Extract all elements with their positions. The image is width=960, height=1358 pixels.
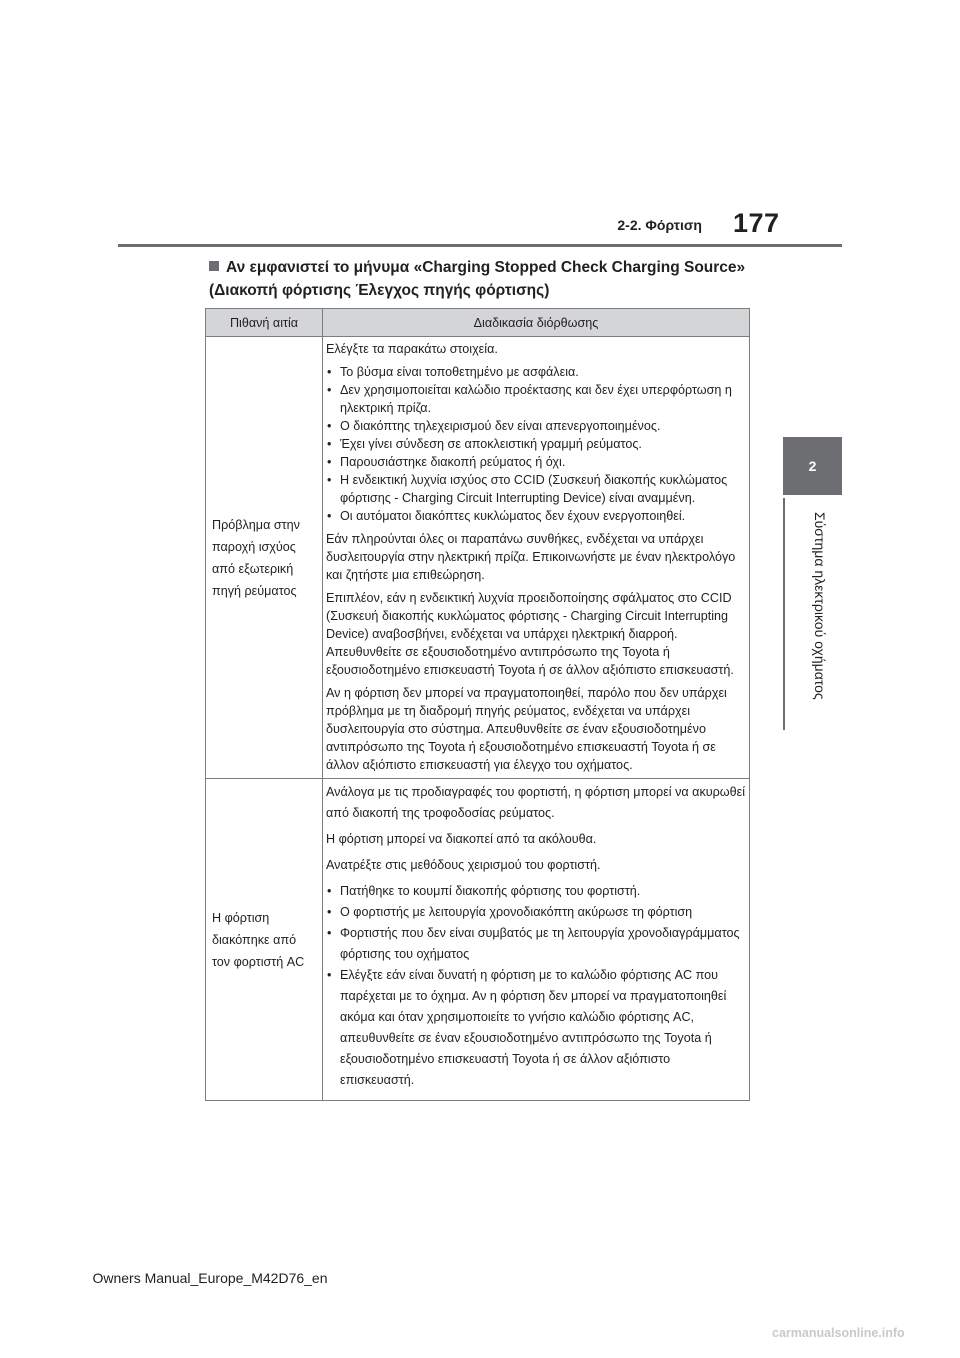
cause-cell: Πρόβλημα στην παροχή ισχύος από εξωτερική πηγή ρεύματος (206, 337, 323, 779)
square-bullet-icon (209, 261, 219, 271)
chapter-rule (783, 498, 785, 730)
column-header-cause: Πιθανή αιτία (206, 309, 323, 337)
list-item: • Ο διακόπτης τηλεχειρισμού δεν είναι απενεργοποιημένος. (326, 417, 746, 435)
chapter-title: Σύστημα ηλεκτρικού οχήματος (812, 512, 828, 700)
section-heading (209, 256, 769, 302)
list-item: • Έχει γίνει σύνδεση σε αποκλειστική γραμμή ρεύματος. (326, 435, 746, 453)
chapter-number: 2 (808, 458, 817, 474)
column-header-procedure: Διαδικασία διόρθωσης (323, 309, 750, 337)
watermark: carmanualsonline.info (772, 1326, 905, 1340)
procedure-cell (323, 337, 750, 779)
footer-manual-id: Owners Manual_Europe_M42D76_en (92, 1270, 328, 1286)
procedure-paragraph: Η φόρτιση μπορεί να διακοπεί από τα ακόλουθα. (326, 832, 597, 846)
list-item: • Το βύσμα είναι τοποθετημένο με ασφάλεια. (326, 363, 746, 381)
list-item: • Οι αυτόματοι διακόπτες κυκλώματος δεν έχουν ενεργοποιηθεί. (326, 507, 746, 525)
list-item: • Παρουσιάστηκε διακοπή ρεύματος ή όχι. (326, 453, 746, 471)
section-header: 2-2. Φόρτιση (617, 217, 702, 233)
check-list (326, 363, 746, 525)
list-item: • Φορτιστής που δεν είναι συμβατός με τη λειτουργία χρονοδιαγράμματος φόρτισης του οχήματος (326, 923, 746, 965)
procedure-paragraph: Επιπλέον, εάν η ενδεικτική λυχνία προειδοποίησης σφάλματος στο CCID (Συσκευή διακοπής κυκλώματος φόρτισης - Charging Circuit Interrupting Device) αναβοσβήνει, ενδέχεται να υπάρχει ηλεκτρική διαρροή. Απευθυνθείτε σε εξουσιοδοτημένο αντιπρόσωπο της Toyota ή εξουσιοδοτημένο επισκευαστή Toyota ή σε άλλον αξιόπιστο επισκευαστή. (326, 591, 734, 677)
check-list (326, 881, 746, 1091)
procedure-paragraph: Ανατρέξτε στις μεθόδους χειρισμού του φορτιστή. (326, 858, 601, 872)
list-item: • Ελέγξτε εάν είναι δυνατή η φόρτιση με το καλώδιο φόρτισης AC που παρέχεται με το όχημα. Αν η φόρτιση δεν μπορεί να πραγματοποιηθεί ακόμα και όταν χρησιμοποιείτε το γνήσιο καλώδιο φόρτισης AC, απευθυνθείτε σε έναν εξουσιοδοτημένο αντιπρόσωπο της Toyota ή εξουσιοδοτημένο επισκευαστή Toyota ή σε άλλον αξιόπιστο επισκευαστή. (326, 965, 746, 1091)
cause-cell: Η φόρτιση διακόπηκε από τον φορτιστή AC (206, 779, 323, 1101)
troubleshooting-table (205, 308, 750, 1101)
page-number: 177 (733, 208, 780, 238)
chapter-tab (783, 437, 842, 495)
list-item: • Η ενδεικτική λυχνία ισχύος στο CCID (Συσκευή διακοπής κυκλώματος φόρτισης - Charging Circuit Interrupting Device) είναι αναμμένη. (326, 471, 746, 507)
list-item: • Δεν χρησιμοποιείται καλώδιο προέκτασης και δεν έχει υπερφόρτωση η ηλεκτρική πρίζα. (326, 381, 746, 417)
table-row (206, 337, 750, 779)
section-heading-text: Αν εμφανιστεί το μήνυμα «Charging Stopped Check Charging Source» (Διακοπή φόρτισης Έλεγχος πηγής φόρτισης) (209, 259, 746, 299)
procedure-paragraph: Αν η φόρτιση δεν μπορεί να πραγματοποιηθεί, παρόλο που δεν υπάρχει πρόβλημα με τη διαδρομή πηγής ρεύματος, ενδέχεται να υπάρχει δυσλειτουργία στο σύστημα. Απευθυνθείτε σε έναν εξουσιοδοτημένο αντιπρόσωπο της Toyota ή εξουσιοδοτημένο επισκευαστή Toyota ή σε άλλον αξιόπιστο επισκευαστή για έλεγχο του οχήματος. (326, 686, 727, 772)
procedure-intro: Ελέγξτε τα παρακάτω στοιχεία. (326, 342, 498, 356)
procedure-cell (323, 779, 750, 1101)
procedure-paragraph: Ανάλογα με τις προδιαγραφές του φορτιστή, η φόρτιση μπορεί να ακυρωθεί από διακοπή της τροφοδοσίας ρεύματος. (326, 785, 746, 820)
table-header-row (206, 309, 750, 337)
list-item: • Ο φορτιστής με λειτουργία χρονοδιακόπτη ακύρωσε τη φόρτιση (326, 902, 746, 923)
list-item: • Πατήθηκε το κουμπί διακοπής φόρτισης του φορτιστή. (326, 881, 746, 902)
header-rule (118, 244, 842, 247)
procedure-paragraph: Εάν πληρούνται όλες οι παραπάνω συνθήκες, ενδέχεται να υπάρχει δυσλειτουργία στην ηλεκτρική πρίζα. Επικοινωνήστε με έναν ηλεκτρολόγο και ζητήστε μια επιθεώρηση. (326, 532, 736, 582)
table-row (206, 779, 750, 1101)
